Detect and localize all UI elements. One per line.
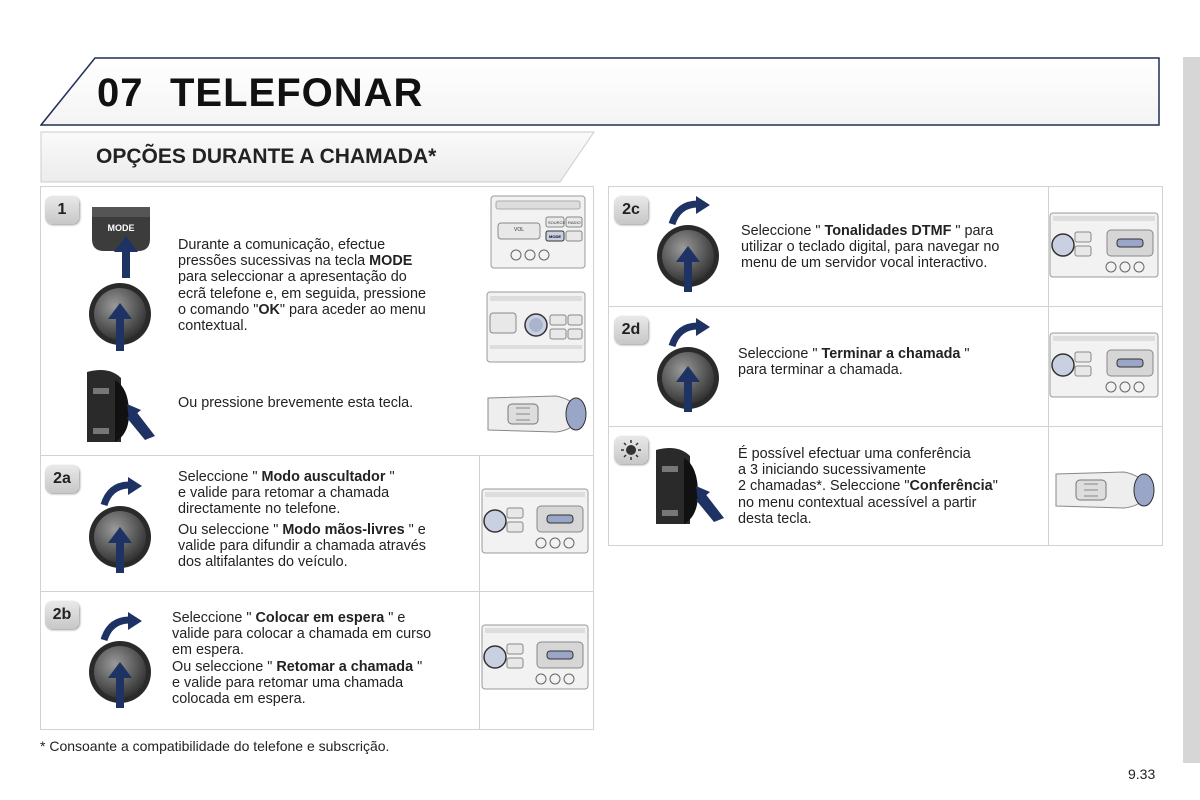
text-run: 2 chamadas*. Seleccione " bbox=[738, 478, 910, 495]
text-line: dos altifalantes do veículo. bbox=[178, 554, 348, 571]
text-bold: OK bbox=[258, 301, 280, 318]
step-2b-text bbox=[172, 610, 431, 707]
text-run: " e bbox=[404, 521, 426, 538]
text-bold: Modo mãos-livres bbox=[282, 521, 405, 538]
text-line: para seleccionar a apresentação do bbox=[178, 269, 407, 286]
step-badge-2b: 2b bbox=[45, 601, 79, 629]
steering-stalk-image bbox=[486, 386, 588, 447]
divider bbox=[40, 455, 594, 456]
chapter-number: 07 bbox=[97, 71, 144, 115]
press-arrow-icon bbox=[107, 527, 133, 578]
radio-label: VOL bbox=[514, 227, 525, 233]
text-line: e valide para retomar uma chamada bbox=[172, 674, 404, 691]
text-run: " bbox=[385, 469, 395, 485]
text-line bbox=[741, 223, 999, 239]
text-bold: Retomar a chamada bbox=[276, 658, 414, 675]
text-run: o comando " bbox=[178, 301, 259, 318]
step-badge-1: 1 bbox=[45, 196, 79, 224]
text-run: Ou seleccione " bbox=[172, 658, 277, 675]
footnote: * Consoante a compatibilidade do telefone e subscrição. bbox=[40, 738, 390, 754]
text-bold: MODE bbox=[369, 253, 413, 270]
step-2a-text bbox=[178, 469, 426, 570]
radio-panel-image bbox=[481, 488, 589, 559]
text-line bbox=[172, 659, 431, 675]
text-bold: Terminar a chamada bbox=[821, 346, 961, 362]
text-bold: Tonalidades DTMF bbox=[824, 223, 952, 239]
text-run: Seleccione " bbox=[172, 610, 256, 626]
text-run: " bbox=[992, 478, 998, 495]
radio-label: SOURCE bbox=[548, 220, 566, 225]
text-run: " e bbox=[384, 610, 406, 626]
section-header bbox=[40, 131, 595, 183]
text-bold: Conferência bbox=[909, 478, 993, 495]
text-line bbox=[178, 253, 426, 269]
text-line: no menu contextual acessível a partir bbox=[738, 494, 977, 511]
text-run: " para aceder ao menu bbox=[279, 301, 426, 318]
text-line bbox=[172, 610, 431, 626]
text-line bbox=[178, 522, 426, 538]
steering-button-icon bbox=[654, 446, 724, 531]
step-1-alt-text: Ou pressione brevemente esta tecla. bbox=[178, 395, 414, 411]
page-number: 9.33 bbox=[1128, 766, 1156, 782]
text-run: Ou seleccione " bbox=[178, 521, 283, 538]
text-line: utilizar o teclado digital, para navegar no bbox=[741, 239, 1000, 256]
text-line bbox=[738, 346, 970, 362]
text-line: valide para colocar a chamada em curso bbox=[172, 626, 432, 643]
text-line bbox=[738, 478, 998, 494]
text-line: valide para difundir a chamada através bbox=[178, 537, 426, 554]
text-line: ecrã telefone e, em seguida, pressione bbox=[178, 285, 426, 302]
text-line: desta tecla. bbox=[738, 510, 812, 527]
text-run: Seleccione " bbox=[178, 469, 262, 485]
step-1-text bbox=[178, 237, 426, 334]
text-line: contextual. bbox=[178, 318, 248, 335]
text-run: pressões sucessivas na tecla bbox=[178, 253, 370, 270]
radio-panel-image bbox=[1049, 332, 1159, 403]
text-bold: Modo auscultador bbox=[261, 469, 386, 485]
step-2d-text bbox=[738, 346, 970, 378]
text-bold: Colocar em espera bbox=[255, 610, 385, 626]
text-line: a 3 iniciando sucessivamente bbox=[738, 462, 926, 479]
section-title: OPÇÕES DURANTE A CHAMADA* bbox=[96, 145, 437, 168]
text-line bbox=[178, 302, 426, 318]
text-run: Seleccione " bbox=[741, 223, 825, 239]
text-line: menu de um servidor vocal interactivo. bbox=[741, 255, 988, 272]
text-line: e valide para retomar a chamada bbox=[178, 485, 390, 502]
text-line: em espera. bbox=[172, 642, 244, 659]
divider bbox=[608, 306, 1163, 307]
text-run: " bbox=[960, 346, 970, 362]
radio-panel-mode-image bbox=[490, 195, 586, 274]
radio-label: RADIO bbox=[568, 220, 581, 225]
step-badge-2d: 2d bbox=[614, 316, 648, 344]
text-line bbox=[178, 469, 426, 485]
mode-key-label: MODE bbox=[107, 223, 135, 233]
text-line: para terminar a chamada. bbox=[738, 362, 903, 379]
press-arrow-icon bbox=[675, 246, 701, 297]
step-badge-2c: 2c bbox=[614, 196, 648, 224]
steering-stalk-image bbox=[1054, 462, 1156, 523]
radio-panel-image bbox=[481, 624, 589, 695]
text-line: Durante a comunicação, efectue bbox=[178, 237, 386, 253]
text-line: directamente no telefone. bbox=[178, 501, 341, 518]
divider bbox=[608, 426, 1163, 427]
step-2c-text bbox=[741, 223, 999, 272]
text-run: Seleccione " bbox=[738, 346, 822, 362]
chapter-title: TELEFONAR bbox=[170, 71, 424, 115]
divider bbox=[479, 455, 480, 730]
side-tab bbox=[1183, 57, 1200, 763]
text-run: " bbox=[413, 658, 423, 675]
divider bbox=[40, 591, 594, 592]
steering-button-icon bbox=[85, 368, 155, 449]
radio-label: MODE bbox=[549, 234, 561, 239]
step-badge-2a: 2a bbox=[45, 465, 79, 493]
press-arrow-icon bbox=[675, 366, 701, 417]
press-arrow-icon bbox=[107, 303, 133, 356]
text-line: colocada em espera. bbox=[172, 691, 306, 708]
radio-panel-ok-image bbox=[486, 291, 586, 368]
tip-icon bbox=[614, 436, 648, 464]
text-line: É possível efectuar uma conferência bbox=[738, 446, 971, 462]
chapter-header bbox=[40, 57, 1160, 127]
tip-text bbox=[738, 446, 998, 527]
radio-panel-image bbox=[1049, 212, 1159, 283]
text-run: " para bbox=[951, 223, 994, 239]
press-arrow-icon bbox=[107, 662, 133, 713]
press-arrow-icon bbox=[113, 236, 139, 283]
